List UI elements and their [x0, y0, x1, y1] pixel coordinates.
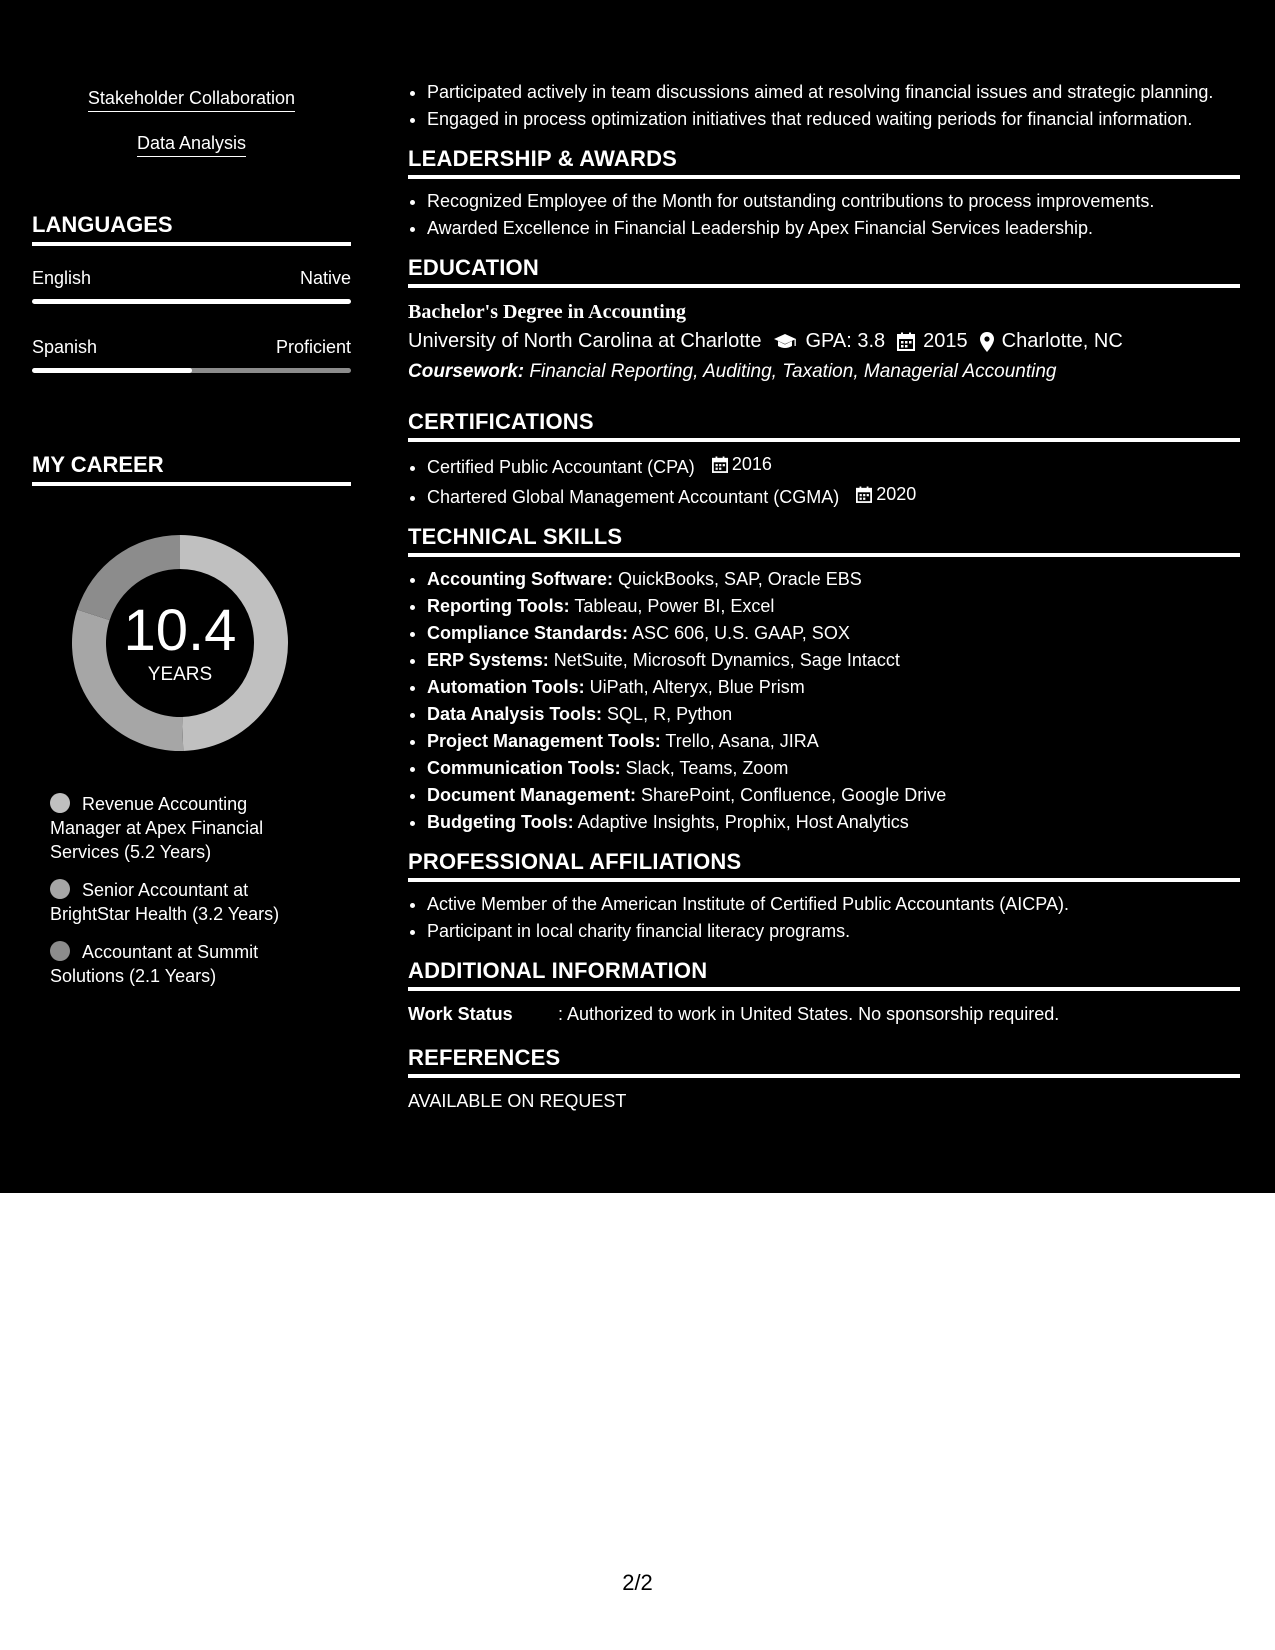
certification-date: 2020: [856, 482, 916, 507]
education-location: Charlotte, NC: [1001, 330, 1123, 352]
list-item: • Recognized Employee of the Month for outstanding contributions to process improvements.: [427, 189, 1240, 214]
work-status-label: Work Status: [408, 1004, 513, 1024]
list-item: • Communication Tools: Slack, Teams, Zoom: [427, 756, 1240, 781]
section-title-technical-skills: TECHNICAL SKILLS: [408, 524, 1240, 557]
language-bar: [32, 368, 351, 373]
list-item: • Project Management Tools: Trello, Asana, JIRA: [427, 729, 1240, 754]
career-item: Accountant at Summit Solutions (2.1 Years): [50, 942, 259, 986]
language-row: [32, 268, 351, 289]
list-item: • Participated actively in team discussions aimed at resolving financial issues and strategic planning.: [427, 80, 1240, 105]
career-dot-icon: [50, 793, 70, 813]
education-details: [408, 326, 1240, 357]
calendar-icon: [897, 332, 915, 351]
language-name: English: [32, 268, 92, 288]
language-bar-fill: [32, 368, 192, 373]
language-level: Proficient: [275, 337, 351, 357]
list-item: • Certified Public Accountant (CPA) 2016: [427, 452, 1240, 480]
certifications-list: [408, 452, 1240, 510]
list-item: • Participant in local charity financial literacy programs.: [427, 919, 1240, 944]
career-donut-chart: [67, 530, 293, 756]
references-text: AVAILABLE ON REQUEST: [408, 1091, 627, 1111]
education-school: University of North Carolina at Charlotte: [408, 330, 762, 352]
section-title-references: REFERENCES: [408, 1045, 1240, 1078]
leadership-list: [408, 189, 1240, 241]
location-pin-icon: [980, 332, 994, 352]
language-bar-fill: [32, 299, 351, 304]
list-item: • Chartered Global Management Accountant (CGMA) 2020: [427, 482, 1240, 510]
career-unit: YEARS: [147, 664, 213, 685]
list-item: • Reporting Tools: Tableau, Power BI, Excel: [427, 594, 1240, 619]
list-item: • Engaged in process optimization initiatives that reduced waiting periods for financial information.: [427, 107, 1240, 132]
career-list: [50, 792, 310, 1002]
skill-tag: Stakeholder Collaboration: [32, 88, 351, 112]
page-number: 2/2: [622, 1570, 653, 1595]
list-item: • ERP Systems: NetSuite, Microsoft Dynamics, Sage Intacct: [427, 648, 1240, 673]
graduation-cap-icon: [773, 333, 797, 351]
list-item: • Awarded Excellence in Financial Leadership by Apex Financial Services leadership.: [427, 216, 1240, 241]
section-title-additional-info: ADDITIONAL INFORMATION: [408, 958, 1240, 991]
section-title-certifications: CERTIFICATIONS: [408, 409, 1240, 442]
list-item: • Compliance Standards: ASC 606, U.S. GAAP, SOX: [427, 621, 1240, 646]
work-status-row: [408, 1001, 1240, 1027]
calendar-icon: [712, 456, 728, 473]
work-status-value: : Authorized to work in United States. No sponsorship required.: [558, 1004, 1060, 1024]
language-bar: [32, 299, 351, 304]
skill-tag: Data Analysis: [32, 133, 351, 157]
list-item: • Active Member of the American Institute of Certified Public Accountants (AICPA).: [427, 892, 1240, 917]
experience-bullets: [408, 80, 1240, 132]
language-level: Native: [299, 268, 351, 288]
career-heading: MY CAREER: [32, 452, 351, 486]
languages-heading: LANGUAGES: [32, 212, 351, 246]
list-item: • Budgeting Tools: Adaptive Insights, Prophix, Host Analytics: [427, 810, 1240, 835]
career-total-years: 10.4: [123, 598, 237, 663]
list-item: • Automation Tools: UiPath, Alteryx, Blue Prism: [427, 675, 1240, 700]
language-row: [32, 337, 351, 358]
technical-skills-list: [408, 567, 1240, 835]
section-title-affiliations: PROFESSIONAL AFFILIATIONS: [408, 849, 1240, 882]
section-title-education: EDUCATION: [408, 255, 1240, 288]
section-title-leadership: LEADERSHIP & AWARDS: [408, 146, 1240, 179]
education-coursework: Coursework: Financial Reporting, Auditing, Taxation, Managerial Accounting: [408, 361, 1057, 382]
career-dot-icon: [50, 879, 70, 899]
education-year: 2015: [923, 330, 968, 352]
career-item: Revenue Accounting Manager at Apex Financial Services (5.2 Years): [50, 794, 264, 862]
education-degree: Bachelor's Degree in Accounting: [408, 301, 686, 323]
list-item: • Document Management: SharePoint, Confluence, Google Drive: [427, 783, 1240, 808]
list-item: • Accounting Software: QuickBooks, SAP, Oracle EBS: [427, 567, 1240, 592]
language-name: Spanish: [32, 337, 98, 357]
list-item: • Data Analysis Tools: SQL, R, Python: [427, 702, 1240, 727]
education-gpa: GPA: 3.8: [805, 330, 886, 352]
calendar-icon: [856, 486, 872, 503]
certification-date: 2016: [712, 452, 772, 477]
right-column: [408, 80, 1240, 1114]
affiliations-list: [408, 892, 1240, 944]
career-dot-icon: [50, 941, 70, 961]
career-item: Senior Accountant at BrightStar Health (3.2 Years): [50, 880, 280, 924]
